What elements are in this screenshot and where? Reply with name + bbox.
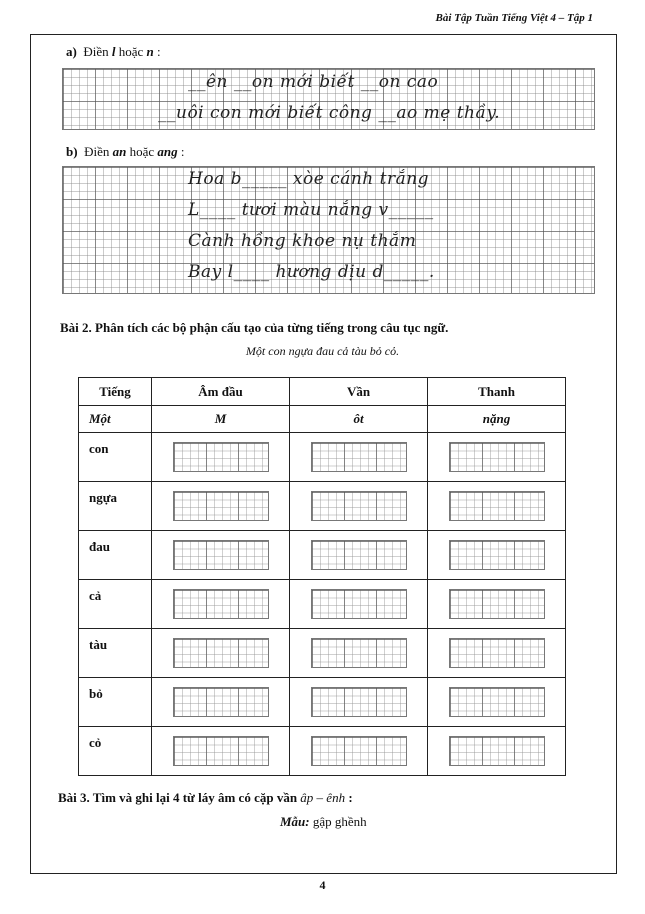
page-number: 4 <box>319 878 326 892</box>
writing-grid <box>173 589 269 619</box>
van-cell[interactable] <box>290 727 428 776</box>
analysis-table <box>78 377 566 776</box>
am-dau-cell[interactable] <box>152 727 290 776</box>
example-thanh: nặng <box>428 406 566 433</box>
row-word: cả <box>79 580 152 629</box>
header-tieng: Tiếng <box>79 378 152 406</box>
writing-grid <box>311 491 407 521</box>
writing-grid <box>311 638 407 668</box>
thanh-cell[interactable] <box>428 678 566 727</box>
van-cell[interactable] <box>290 629 428 678</box>
writing-grid <box>449 638 545 668</box>
am-dau-cell[interactable] <box>152 433 290 482</box>
exercise-b-line-4[interactable]: Bay l____ hương dịu d_____. <box>188 262 435 282</box>
bai2-title: Bài 2. Phân tích các bộ phận cấu tạo của từng tiếng trong câu tục ngữ. <box>60 320 449 335</box>
writing-grid <box>449 687 545 717</box>
thanh-cell[interactable] <box>428 433 566 482</box>
am-dau-cell[interactable] <box>152 482 290 531</box>
example-am-dau: M <box>152 406 290 433</box>
thanh-cell[interactable] <box>428 629 566 678</box>
writing-grid <box>449 589 545 619</box>
writing-grid <box>173 638 269 668</box>
writing-grid <box>449 540 545 570</box>
thanh-cell[interactable] <box>428 531 566 580</box>
header-am-dau: Âm đầu <box>152 378 290 406</box>
van-cell[interactable] <box>290 433 428 482</box>
table-row <box>79 482 566 531</box>
writing-grid <box>173 540 269 570</box>
table-row <box>79 433 566 482</box>
table-row <box>79 531 566 580</box>
row-word: ngựa <box>79 482 152 531</box>
exercise-b-line-2[interactable]: L____ tươi màu nắng v_____ <box>188 200 434 220</box>
table-row <box>79 629 566 678</box>
van-cell[interactable] <box>290 678 428 727</box>
bai2-proverb: Một con ngựa đau cả tàu bỏ cỏ. <box>245 344 400 358</box>
row-word: con <box>79 433 152 482</box>
table-row <box>79 580 566 629</box>
row-word: đau <box>79 531 152 580</box>
writing-grid <box>311 442 407 472</box>
writing-grid <box>449 736 545 766</box>
writing-grid <box>173 687 269 717</box>
example-van: ôt <box>290 406 428 433</box>
writing-grid <box>311 589 407 619</box>
header-van: Vần <box>290 378 428 406</box>
table-header-row <box>79 378 566 406</box>
exercise-a-label: a) Điền l hoặc n : <box>66 44 161 59</box>
thanh-cell[interactable] <box>428 580 566 629</box>
van-cell[interactable] <box>290 531 428 580</box>
am-dau-cell[interactable] <box>152 678 290 727</box>
writing-grid <box>173 442 269 472</box>
exercise-a-line-2[interactable]: __uôi con mới biết công __ao mẹ thầy. <box>158 103 501 123</box>
row-word: bỏ <box>79 678 152 727</box>
writing-grid <box>311 540 407 570</box>
exercise-b-line-1[interactable]: Hoa b_____ xòe cánh trắng <box>188 169 430 189</box>
example-row <box>79 406 566 433</box>
bai3-sample: Mẫu: gập ghềnh <box>280 814 367 829</box>
table-row <box>79 678 566 727</box>
writing-grid <box>449 491 545 521</box>
bai3-title: Bài 3. Tìm và ghi lại 4 từ láy âm có cặp vần âp – ênh : <box>58 790 353 805</box>
van-cell[interactable] <box>290 580 428 629</box>
writing-grid <box>311 687 407 717</box>
am-dau-cell[interactable] <box>152 629 290 678</box>
exercise-b-label: b) Điền an hoặc ang : <box>66 144 185 159</box>
thanh-cell[interactable] <box>428 727 566 776</box>
row-word: tàu <box>79 629 152 678</box>
header-thanh: Thanh <box>428 378 566 406</box>
table-row <box>79 727 566 776</box>
writing-grid <box>311 736 407 766</box>
example-word: Một <box>79 406 152 433</box>
writing-grid <box>173 736 269 766</box>
writing-grid <box>449 442 545 472</box>
page-header: Bài Tập Tuần Tiếng Việt 4 – Tập 1 <box>435 12 593 24</box>
exercise-b-line-3: Cành hồng khoe nụ thắm <box>188 231 417 251</box>
writing-grid <box>173 491 269 521</box>
am-dau-cell[interactable] <box>152 531 290 580</box>
row-word: cỏ <box>79 727 152 776</box>
thanh-cell[interactable] <box>428 482 566 531</box>
exercise-a-line-1[interactable]: __ên __on mới biết __on cao <box>188 72 439 92</box>
am-dau-cell[interactable] <box>152 580 290 629</box>
van-cell[interactable] <box>290 482 428 531</box>
